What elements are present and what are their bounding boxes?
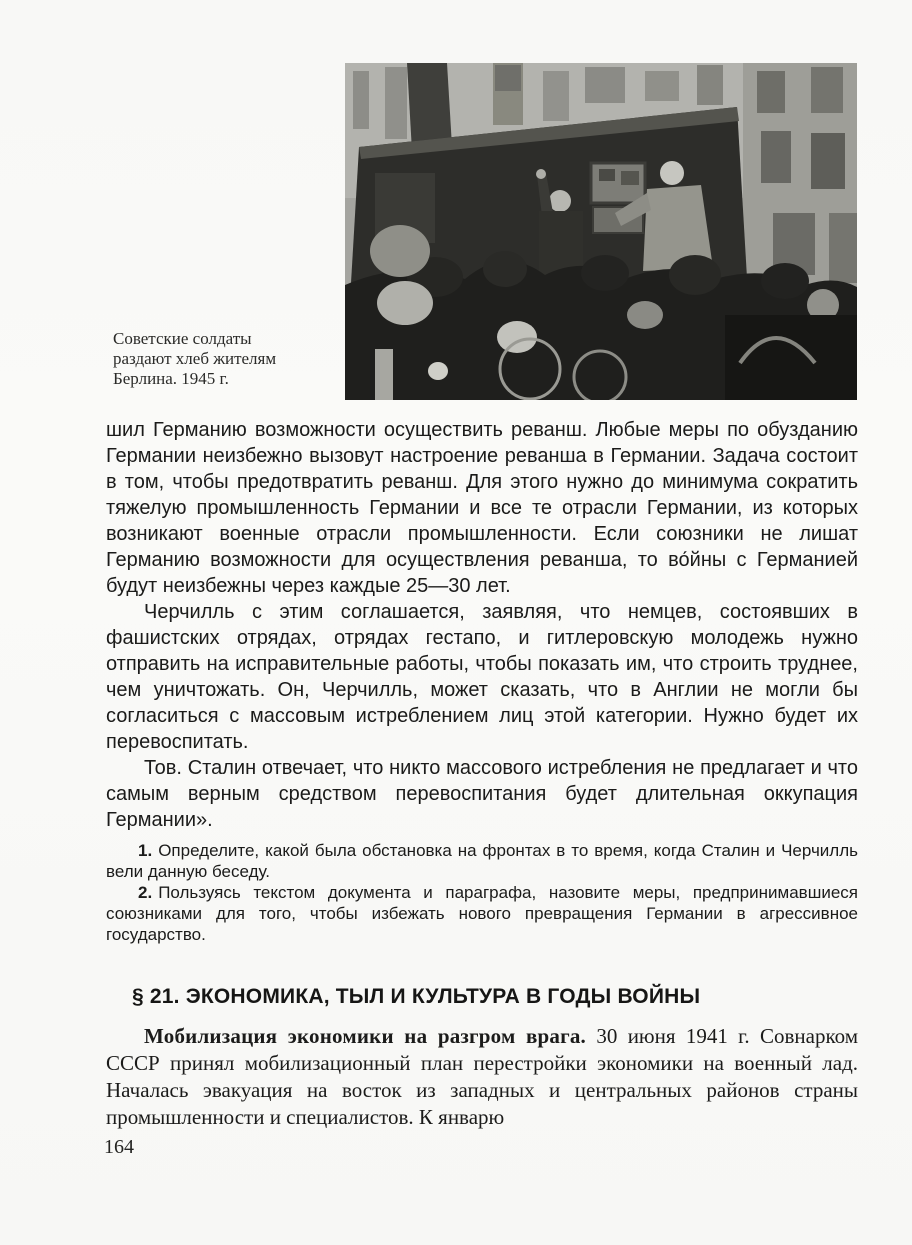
question-text: Определите, какой была обстановка на фронтах в то время, когда Сталин и Черчилль вели данную беседу. (106, 841, 858, 881)
section-lead-run-in: Мобилизация экономики на разгром врага. (144, 1024, 587, 1048)
excerpt-paragraph: шил Германию возможности осуществить реванш. Любые меры по обузданию Германии неизбежно вызовут настроение реванша в Германии. Задача состоит в том, чтобы предотвратить реванш. Для этого нужно до минимума сократить тяжелую промышленность Германии и все те отрасли Германии, из которых возникают военные отрасли промышленности. Если союзники не лишат Германию возможности для осуществления реванша, то во́йны с Германией будут неизбежны через каждые 25—30 лет. (106, 419, 858, 597)
question-text: Пользуясь текстом документа и параграфа, назовите меры, предпринимавшиеся союзниками для того, чтобы избежать нового превращения Германии в агрессивное государство. (106, 883, 858, 944)
section-paragraph (106, 1023, 858, 1131)
questions-block (106, 840, 858, 945)
excerpt-paragraph: Черчилль с этим соглашается, заявляя, что немцев, состоявших в фашистских отрядах, отрядах гестапо, и гитлеровскую молодежь нужно отправить на исправительные работы, чтобы показать им, что строить труднее, чем уничтожать. Он, Черчилль, может сказать, что в Англии не могли бы согласиться с массовым истреблением лиц этой категории. Нужно будет их перевоспитать. (106, 601, 858, 753)
photo-caption-line: Советские солдаты (113, 329, 252, 348)
excerpt-paragraph: Тов. Сталин отвечает, что никто массового истребления не предлагает и что самым верным средством перевоспитания будет длительная оккупация Германии». (106, 757, 858, 831)
photo-frame (345, 63, 857, 400)
photo-caption-line: Берлина. 1945 г. (113, 369, 229, 388)
section-heading: § 21. ЭКОНОМИКА, ТЫЛ И КУЛЬТУРА В ГОДЫ ВОЙНЫ (132, 985, 701, 1008)
question-number: 2. (138, 883, 153, 902)
document-excerpt (106, 417, 858, 833)
page-number: 164 (104, 1136, 134, 1158)
soldiers-bread-photo (345, 63, 857, 400)
question-item (106, 882, 858, 945)
question-item (106, 840, 858, 882)
section-body-text: 30 июня 1941 г. Совнарком СССР принял мобилизационный план перестройки экономики на военный лад. Началась эвакуация на восток из западных и центральных районов страны промышленности и специалистов. К январю (106, 1024, 859, 1129)
text-column (106, 417, 858, 1131)
question-number: 1. (138, 841, 153, 860)
photo-caption-line: раздают хлеб жителям (113, 349, 277, 368)
photo-caption (113, 329, 338, 389)
